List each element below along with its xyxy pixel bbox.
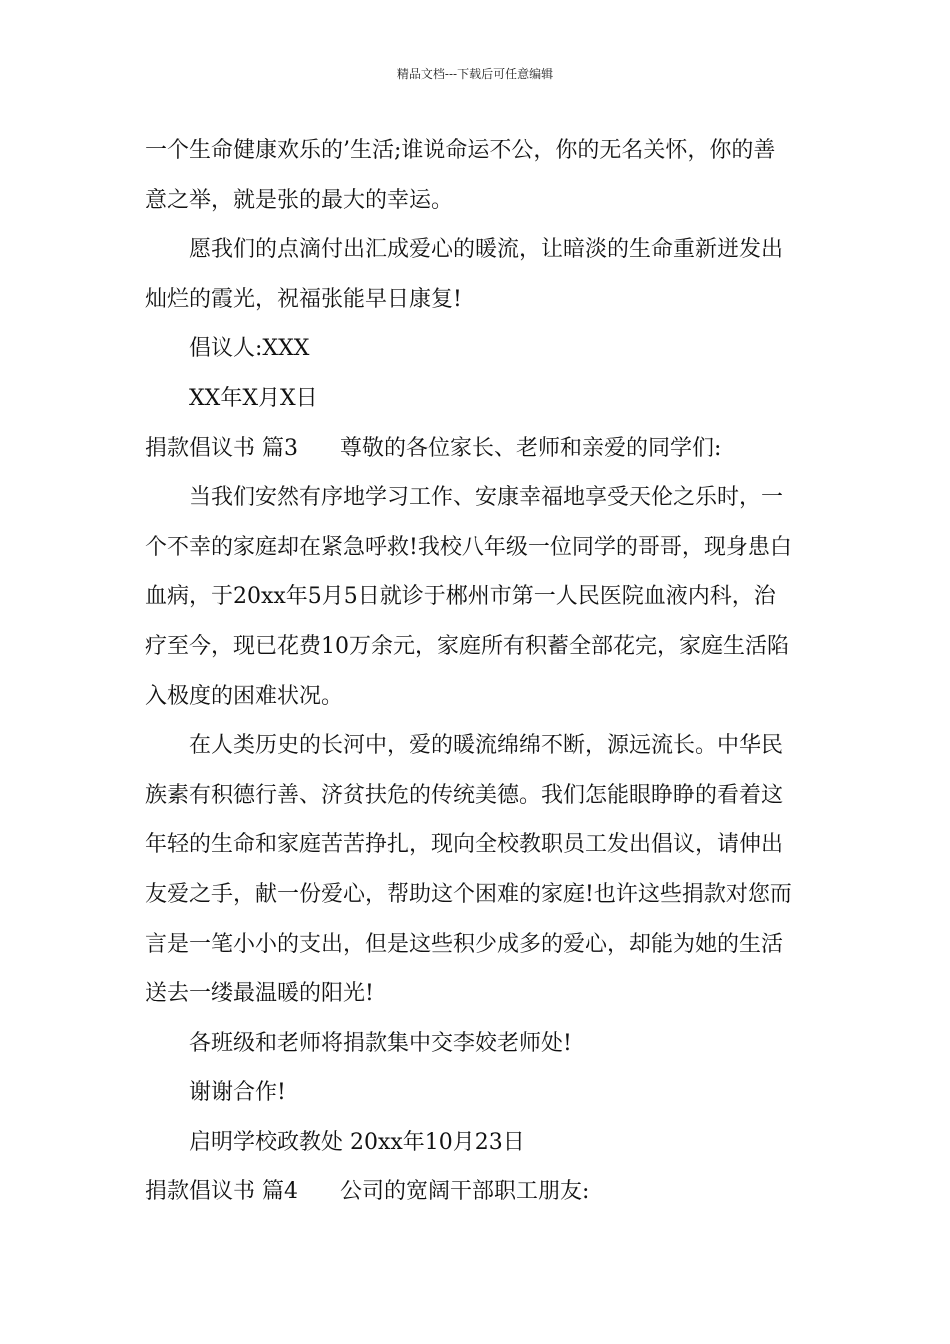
signature-date-line: 启明学校政教处 20xx年10月23日 (189, 1129, 525, 1155)
section-salutation: 尊敬的各位家长、老师和亲爱的同学们: (340, 435, 722, 461)
section-title: 捐款倡议书 篇3 (145, 435, 298, 461)
date-line: XX年X月X日 (189, 385, 318, 411)
section-title: 捐款倡议书 篇4 (145, 1179, 298, 1205)
signature-line: 倡议人:XXX (189, 336, 310, 362)
paragraph-line: 言是一笔小小的支出，但是这些积少成多的爱心，却能为她的生活 (145, 931, 784, 957)
paragraph-line: 在人类历史的长河中，爱的暖流绵绵不断，源远流长。中华民 (189, 733, 784, 759)
section-heading-3 (145, 424, 810, 474)
section-salutation: 公司的宽阔干部职工朋友: (340, 1179, 590, 1205)
page-header: 精品文档---下载后可任意编辑 (396, 67, 554, 81)
paragraph-line: 个不幸的家庭却在紧急呼救!我校八年级一位同学的哥哥，现身患白 (145, 534, 792, 560)
paragraph-line: 血病，于20xx年5月5日就诊于郴州市第一人民医院血液内科，治 (145, 584, 776, 610)
document-body (145, 126, 810, 1217)
paragraph-line: 年轻的生命和家庭苦苦挣扎，现向全校教职员工发出倡议，请伸出 (145, 832, 784, 858)
paragraph-line: 意之举，就是张的最大的幸运。 (145, 187, 454, 213)
paragraph-line: 当我们安然有序地学习工作、安康幸福地享受天伦之乐时，一 (189, 485, 784, 511)
paragraph-line: 谢谢合作! (189, 1080, 286, 1106)
paragraph-line: 疗至今，现已花费10万余元，家庭所有积蓄全部花完，家庭生活陷 (145, 633, 789, 659)
paragraph-line: 族素有积德行善、济贫扶危的传统美德。我们怎能眼睁睁的看着这 (145, 782, 784, 808)
paragraph-line: 一个生命健康欢乐的’生活;谁说命运不公，你的无名关怀，你的善 (145, 138, 776, 163)
paragraph-line: 愿我们的点滴付出汇成爱心的暖流，让暗淡的生命重新迸发出 (189, 237, 784, 263)
paragraph-line: 各班级和老师将捐款集中交李姣老师处! (189, 1030, 572, 1056)
paragraph-line: 友爱之手，献一份爱心，帮助这个困难的家庭!也许这些捐款对您而 (145, 881, 792, 907)
section-heading-4 (145, 1167, 810, 1217)
paragraph-line: 入极度的困难状况。 (145, 683, 344, 709)
paragraph-line: 送去一缕最温暖的阳光! (145, 981, 374, 1007)
paragraph-line: 灿烂的霞光，祝福张能早日康复! (145, 286, 462, 312)
